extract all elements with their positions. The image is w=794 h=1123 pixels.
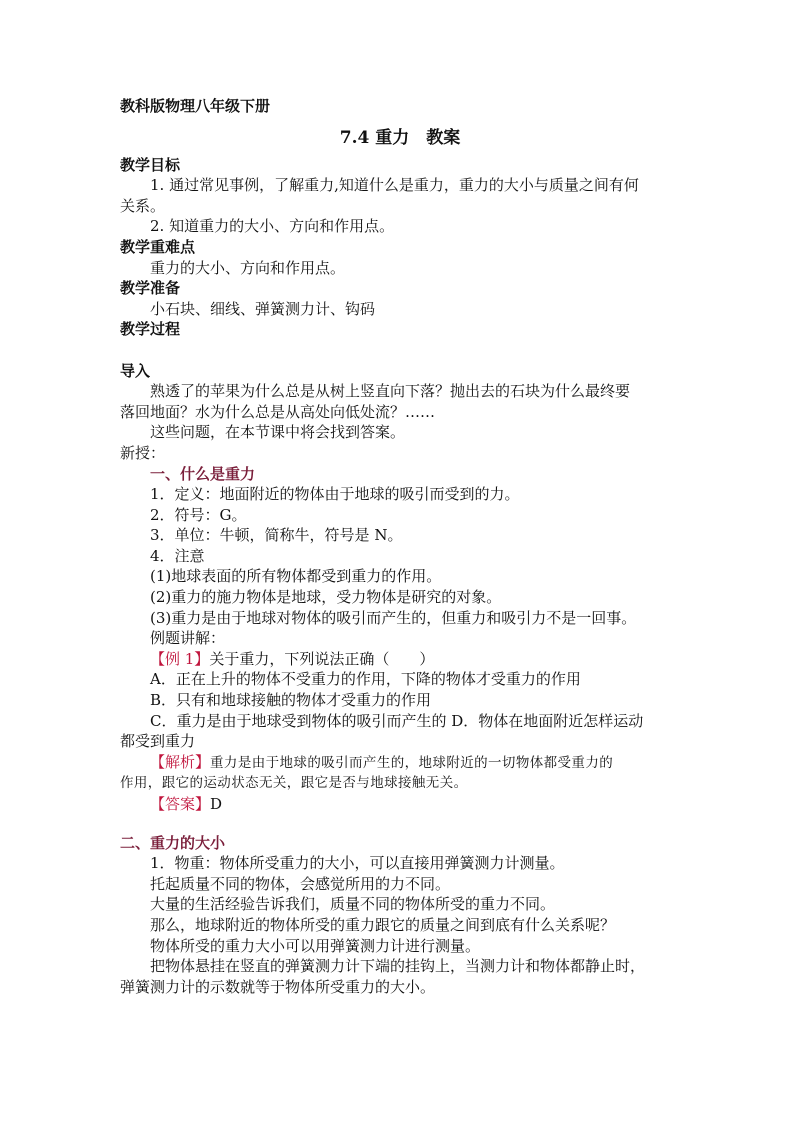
goal-line: 2. 知道重力的大小、方向和作用点。 — [150, 217, 395, 236]
section1-line: (3)重力是由于地球对物体的吸引而产生的，但重力和吸引力不是一回事。 — [150, 608, 637, 627]
answer-tag: 【答案】 — [150, 795, 211, 813]
section2-line: 托起质量不同的物体，会感觉所用的力不同。 — [150, 874, 451, 893]
difficulty-text: 重力的大小、方向和作用点。 — [150, 258, 346, 277]
intro-line: 落回地面？水为什么总是从高处向低处流？…… — [120, 402, 436, 421]
example-option: C．重力是由于地球受到物体的吸引而产生的 D．物体在地面附近怎样运动 — [150, 711, 644, 730]
example-tag: 【例 1】 — [150, 649, 210, 668]
section2-line: 那么，地球附近的物体所受的重力跟它的质量之间到底有什么关系呢？ — [150, 915, 616, 934]
goal-line: 关系。 — [120, 196, 166, 215]
answer-line — [120, 794, 680, 815]
section2-line: 1．物重：物体所受重力的大小，可以直接用弹簧测力计测量。 — [150, 854, 565, 873]
goal-line: 1. 通过常见事例，了解重力,知道什么是重力，重力的大小与质量之间有何 — [150, 176, 639, 195]
prep-heading: 教学准备 — [120, 279, 181, 298]
example-option: B．只有和地球接触的物体才受重力的作用 — [150, 691, 432, 710]
answer-text: D — [210, 795, 223, 813]
analysis-line: 作用，跟它的运动状态无关，跟它是否与地球接触无关。 — [120, 775, 468, 792]
document-body — [120, 96, 680, 997]
section2-line: 把物体悬挂在竖直的弹簧测力计下端的挂钩上，当测力计和物体都静止时， — [150, 957, 646, 976]
header-text: 教科版物理八年级下册 — [120, 97, 271, 115]
example-question — [120, 649, 680, 670]
intro-line: 熟透了的苹果为什么总是从树上竖直向下落？抛出去的石块为什么最终要 — [150, 382, 631, 401]
example-question-text: 关于重力，下列说法正确（ ） — [209, 649, 435, 668]
analysis-text: 重力是由于地球的吸引而产生的，地球附近的一切物体都受重力的 — [210, 754, 614, 771]
page-title: 7.4 重力 教案 — [339, 127, 461, 148]
difficulty-heading: 教学重难点 — [120, 237, 196, 256]
section2-line: 弹簧测力计的示数就等于物体所受重力的大小。 — [120, 977, 436, 996]
new-label: 新授： — [120, 443, 166, 462]
section2-line: 物体所受的重力大小可以用弹簧测力计进行测量。 — [150, 936, 481, 955]
section2-line: 大量的生活经验告诉我们，质量不同的物体所受的重力不同。 — [150, 895, 556, 914]
section1-line: 1．定义：地面附近的物体由于地球的吸引而受到的力。 — [150, 485, 520, 504]
example-option: A．正在上升的物体不受重力的作用，下降的物体才受重力的作用 — [150, 670, 581, 689]
goals-heading: 教学目标 — [120, 155, 181, 174]
intro-heading: 导入 — [120, 361, 151, 380]
analysis-tag: 【解析】 — [150, 752, 211, 771]
section1-heading: 一、什么是重力 — [150, 464, 256, 483]
section1-line: 4．注意 — [150, 546, 205, 565]
analysis-line — [120, 752, 680, 774]
example-label: 例题讲解： — [150, 629, 226, 648]
prep-text: 小石块、细线、弹簧测力计、钩码 — [150, 299, 376, 318]
process-heading: 教学过程 — [120, 320, 181, 339]
section1-line: 2．符号：G。 — [150, 505, 247, 524]
intro-line: 这些问题，在本节课中将会找到答案。 — [150, 423, 406, 442]
section1-line: (1)地球表面的所有物体都受到重力的作用。 — [150, 567, 442, 586]
example-option: 都受到重力 — [120, 732, 196, 751]
section1-line: (2)重力的施力物体是地球，受力物体是研究的对象。 — [150, 588, 502, 607]
section1-line: 3．单位：牛顿，简称牛，符号是 N。 — [150, 526, 403, 545]
section2-heading: 二、重力的大小 — [120, 833, 226, 852]
